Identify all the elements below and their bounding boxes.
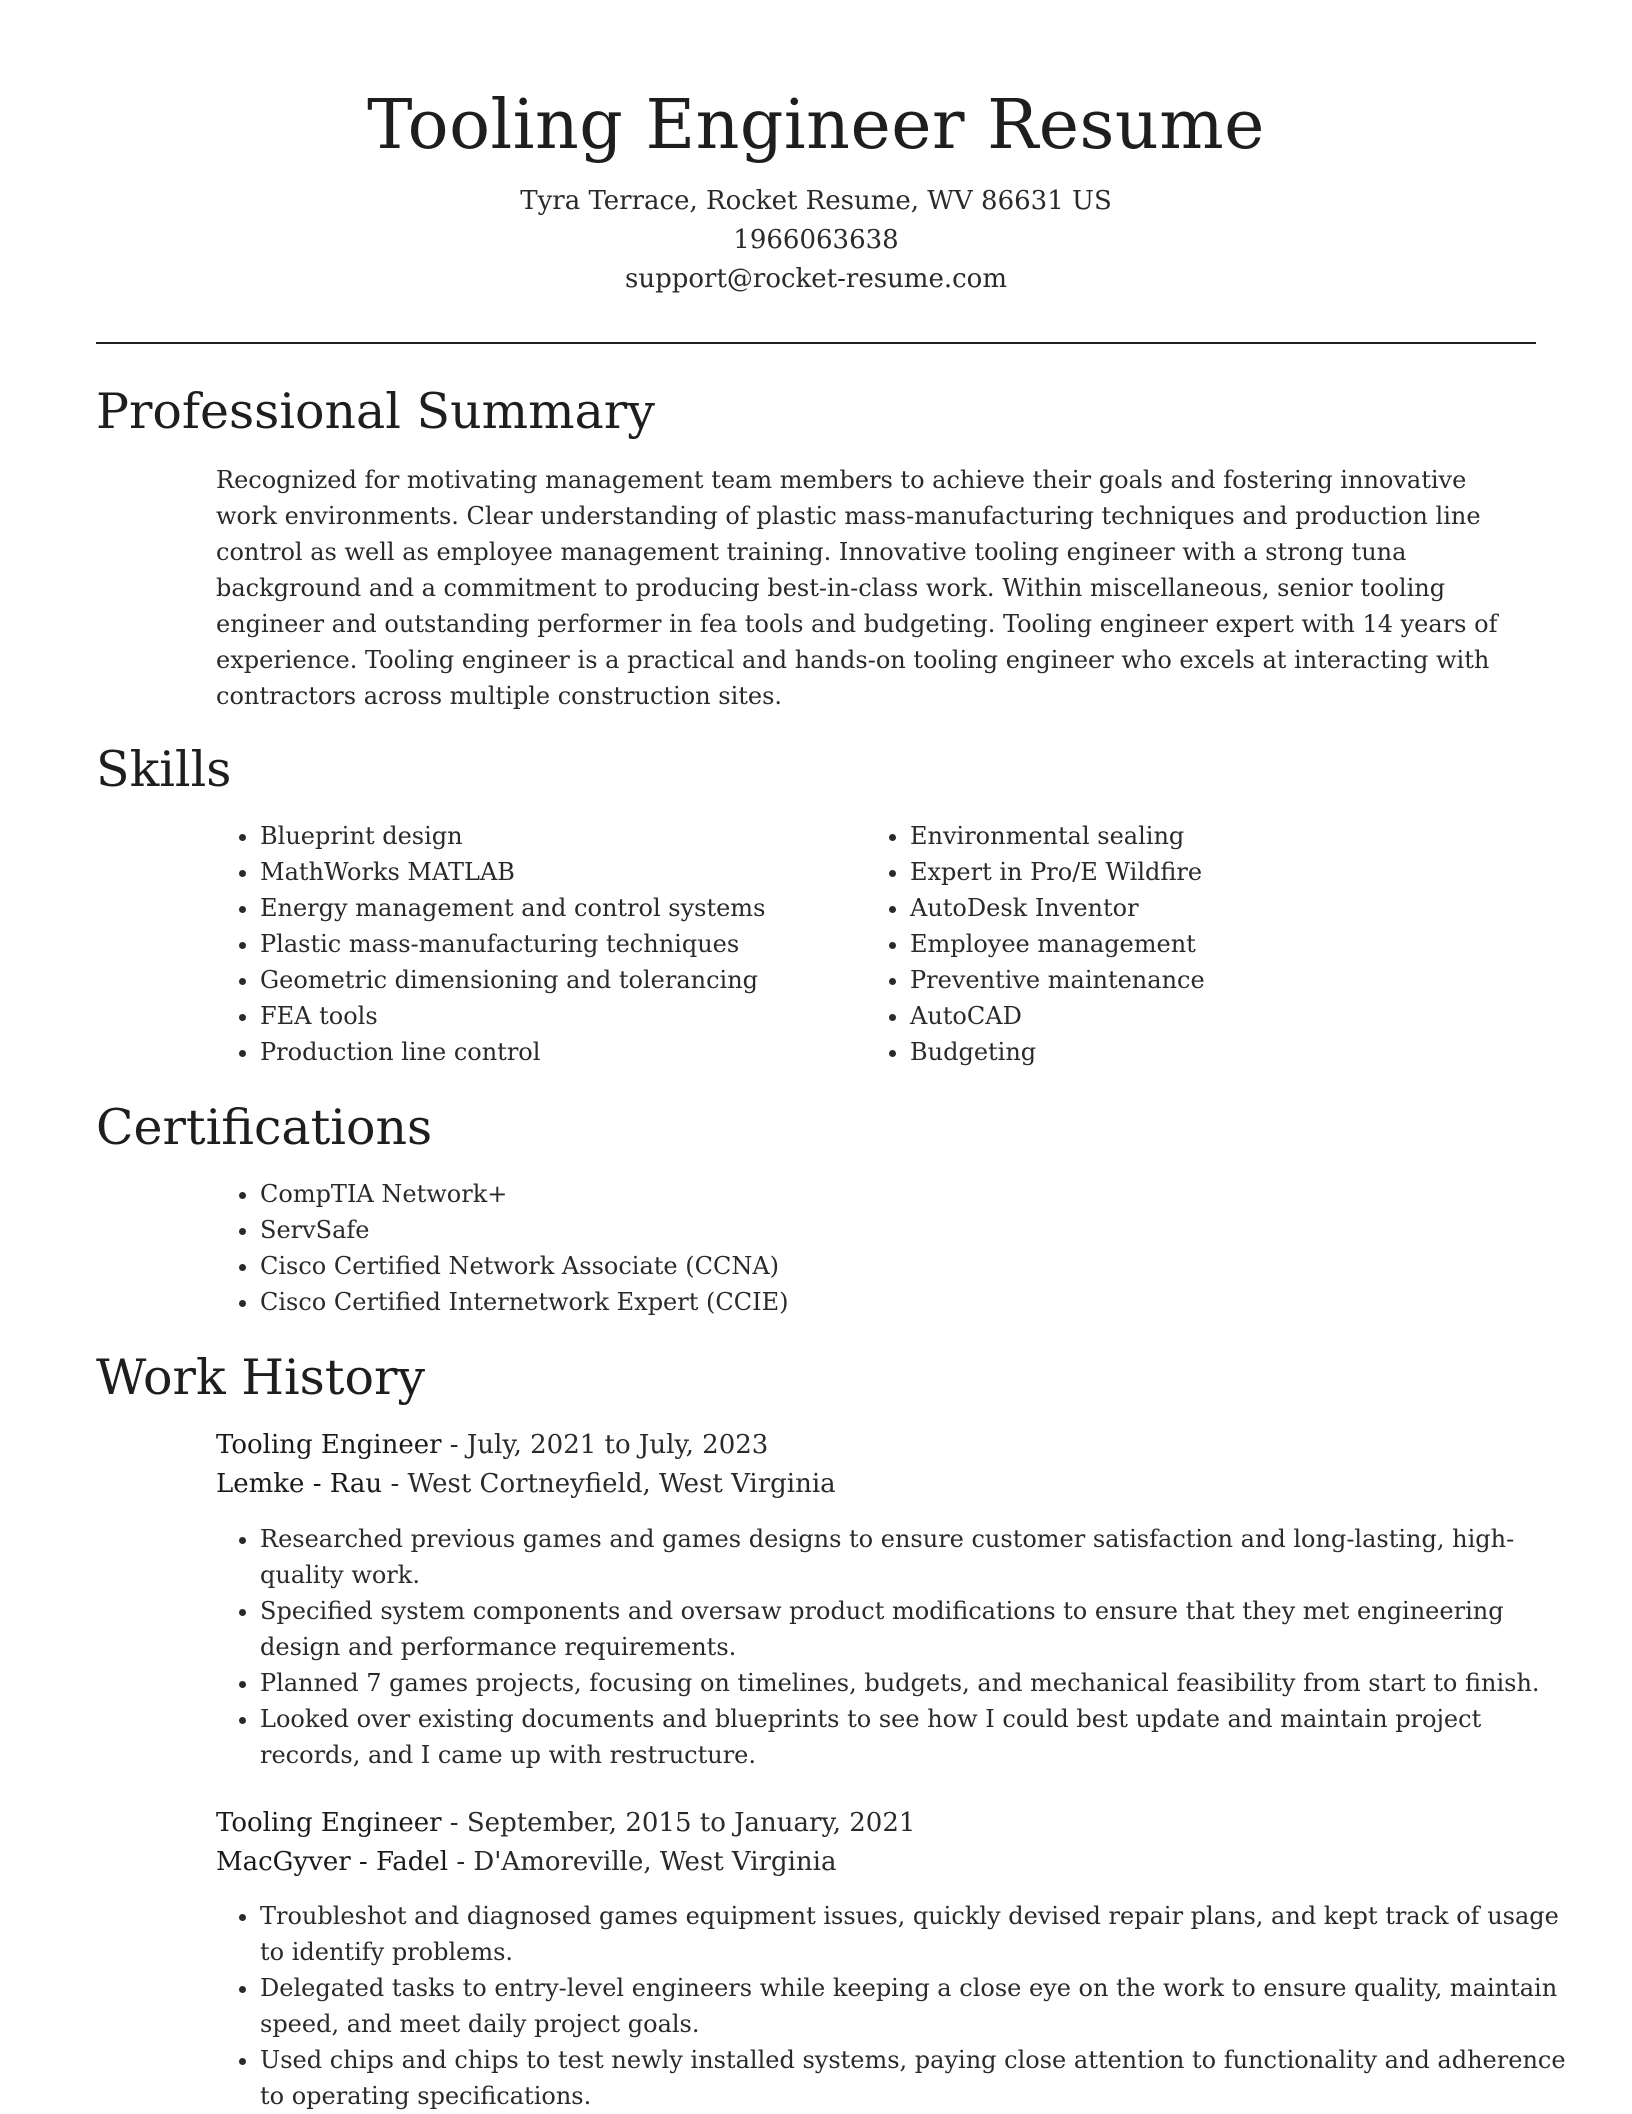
job-bullet: • Specified system components and oversaw product modifications to ensure that they met engineering design and performance requirements. — [260, 1593, 1578, 1665]
skills-list-right — [866, 818, 1530, 1070]
job-dates: July, 2021 to July, 2023 — [466, 1430, 769, 1460]
certification-item: • Cisco Certified Network Associate (CCNA) — [260, 1248, 1560, 1284]
job-company: Lemke - Rau — [216, 1469, 383, 1499]
skills-list-left — [216, 818, 860, 1070]
summary-text: Recognized for motivating management team members to achieve their goals and fostering innovative work environments. Clear understanding of plastic mass-manufacturing techniques and production line control as well as employee management training. Innovative tooling engineer with a strong tuna background and a commitment to producing best-in-class work. Within miscellaneous, senior tooling engineer and outstanding performer in fea tools and budgeting. Tooling engineer expert with 14 years of experience. Tooling engineer is a practical and hands-on tooling engineer who excels at interacting with contractors across multiple construction sites. — [216, 466, 1498, 710]
job-bullet: • Researched previous games and games designs to ensure customer satisfaction and long-lasting, high-quality work. — [260, 1521, 1578, 1593]
skill-item: • AutoDesk Inventor — [910, 890, 1530, 926]
job-title: Tooling Engineer — [216, 1430, 442, 1460]
job-company-line: Lemke - Rau - West Cortneyfield, West Virginia — [216, 1469, 836, 1499]
skill-item: • Environmental sealing — [910, 818, 1530, 854]
summary-heading: Professional Summary — [96, 383, 655, 440]
job-company-line: MacGyver - Fadel - D'Amoreville, West Virginia — [216, 1847, 837, 1877]
skill-item: • Expert in Pro/E Wildfire — [910, 854, 1530, 890]
job-title-line: Tooling Engineer - July, 2021 to July, 2023 — [216, 1430, 769, 1460]
job-dates: September, 2015 to January, 2021 — [466, 1808, 916, 1838]
job-bullet: • Looked over existing documents and blueprints to see how I could best update and maintain project records, and I came up with restructure. — [260, 1701, 1578, 1773]
skill-item: • Plastic mass-manufacturing techniques — [260, 926, 860, 962]
skill-item: • Production line control — [260, 1034, 860, 1070]
certifications-list — [216, 1176, 1560, 1320]
certifications-heading: Certifications — [96, 1099, 433, 1156]
resume-header — [96, 80, 1536, 299]
skills-heading: Skills — [96, 741, 232, 798]
skill-item: • Preventive maintenance — [910, 962, 1530, 998]
job-location: West Cortneyfield, West Virginia — [407, 1469, 836, 1499]
skill-item: • Blueprint design — [260, 818, 860, 854]
skill-item: • FEA tools — [260, 998, 860, 1034]
contact-email: support@rocket-resume.com — [624, 264, 1007, 294]
job-bullet: • Delegated tasks to entry-level engineers while keeping a close eye on the work to ensure quality, maintain speed, and meet daily project goals. — [260, 1970, 1578, 2042]
job-location: D'Amoreville, West Virginia — [473, 1847, 837, 1877]
job-bullets — [216, 1898, 1578, 2114]
skill-item: • Energy management and control systems — [260, 890, 860, 926]
skill-item: • MathWorks MATLAB — [260, 854, 860, 890]
certification-item: • ServSafe — [260, 1212, 1560, 1248]
work-history-heading: Work History — [96, 1349, 426, 1406]
certification-item: • Cisco Certified Internetwork Expert (CCIE) — [260, 1284, 1560, 1320]
job-bullets — [216, 1521, 1578, 1773]
skill-item: • Budgeting — [910, 1034, 1530, 1070]
certification-item: • CompTIA Network+ — [260, 1176, 1560, 1212]
header-divider — [96, 342, 1536, 344]
job-company: MacGyver - Fadel — [216, 1847, 449, 1877]
contact-phone: 1966063638 — [733, 225, 899, 255]
job-bullet: • Used chips and chips to test newly installed systems, paying close attention to functionality and adherence to operating specifications. — [260, 2042, 1578, 2114]
skill-item: • Employee management — [910, 926, 1530, 962]
resume-title: Tooling Engineer Resume — [367, 86, 1265, 165]
job-bullet: • Planned 7 games projects, focusing on timelines, budgets, and mechanical feasibility from start to finish. — [260, 1665, 1578, 1701]
skill-item: • AutoCAD — [910, 998, 1530, 1034]
skill-item: • Geometric dimensioning and tolerancing — [260, 962, 860, 998]
job-bullet: • Troubleshot and diagnosed games equipment issues, quickly devised repair plans, and kept track of usage to identify problems. — [260, 1898, 1578, 1970]
contact-address: Tyra Terrace, Rocket Resume, WV 86631 US — [520, 186, 1112, 216]
job-title-line: Tooling Engineer - September, 2015 to January, 2021 — [216, 1808, 916, 1838]
job-title: Tooling Engineer — [216, 1808, 442, 1838]
